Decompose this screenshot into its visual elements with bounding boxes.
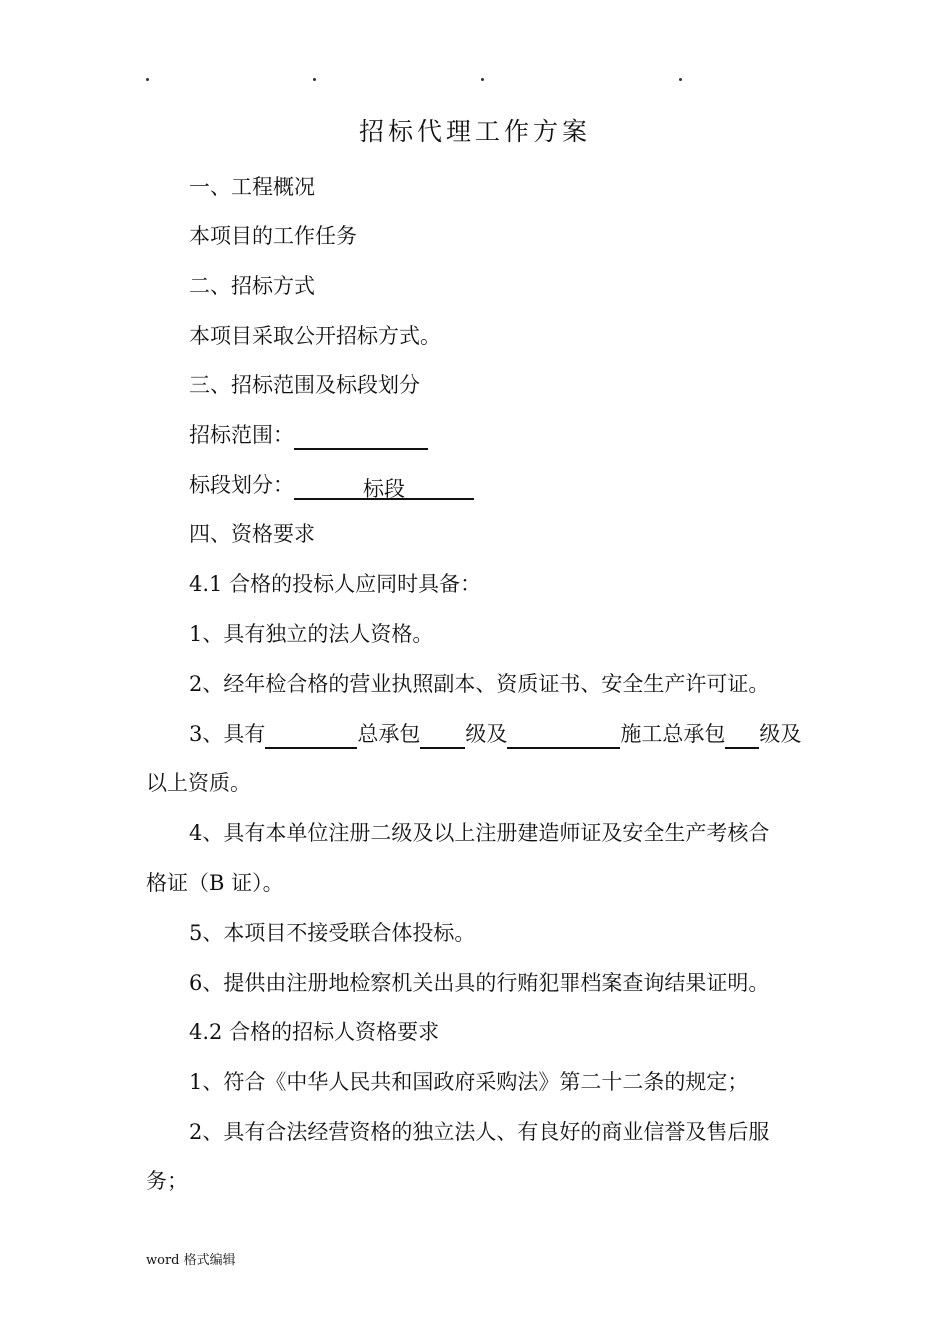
blank-field[interactable] [420,723,465,749]
section-heading: 一、工程概况 [189,175,315,199]
list-text: 3、具有 [189,722,266,746]
list-text: 级及 [465,722,508,746]
blank-field[interactable] [507,723,620,749]
header-dot [679,78,682,81]
scope-blank[interactable] [294,424,428,450]
scope-line [189,420,428,450]
list-item-continuation: 格证（B 证）。 [146,871,284,895]
lot-value: 标段 [363,477,405,501]
lot-blank[interactable] [294,474,474,500]
page-footer: word 格式编辑 [146,1253,236,1268]
list-item-continuation: 以上资质。 [146,771,251,795]
list-item: 5、本项目不接受联合体投标。 [189,921,476,945]
document-title: 招标代理工作方案 [358,117,591,146]
lot-line [189,470,474,500]
scope-label: 招标范围： [189,423,294,447]
subsection-heading: 4.1 合格的投标人应同时具备： [189,572,482,596]
paragraph: 本项目采取公开招标方式。 [189,324,441,348]
lot-label: 标段划分： [189,473,294,497]
header-dot [146,78,149,81]
list-item-continuation: 务； [146,1169,188,1193]
subsection-heading: 4.2 合格的招标人资格要求 [189,1020,440,1044]
header-dots [0,78,950,88]
header-dot [313,78,316,81]
paragraph: 本项目的工作任务 [189,224,357,248]
list-text: 级及 [759,722,802,746]
list-item: 4、具有本单位注册二级及以上注册建造师证及安全生产考核合 [189,821,770,845]
list-item: 1、具有独立的法人资格。 [189,622,434,646]
list-text: 施工总承包 [620,722,726,746]
section-heading: 三、招标范围及标段划分 [189,373,420,397]
list-item: 2、具有合法经营资格的独立法人、有良好的商业信誉及售后服 [189,1120,770,1144]
blank-field[interactable] [725,723,759,749]
list-item [189,719,801,749]
list-item: 2、经年检合格的营业执照副本、资质证书、安全生产许可证。 [189,672,770,696]
section-heading: 四、资格要求 [189,522,315,546]
list-text: 总承包 [357,722,421,746]
section-heading: 二、招标方式 [189,274,315,298]
header-dot [481,78,484,81]
blank-field[interactable] [265,723,357,749]
list-item: 1、符合《中华人民共和国政府采购法》第二十二条的规定； [189,1070,749,1094]
list-item: 6、提供由注册地检察机关出具的行贿犯罪档案查询结果证明。 [189,971,770,995]
